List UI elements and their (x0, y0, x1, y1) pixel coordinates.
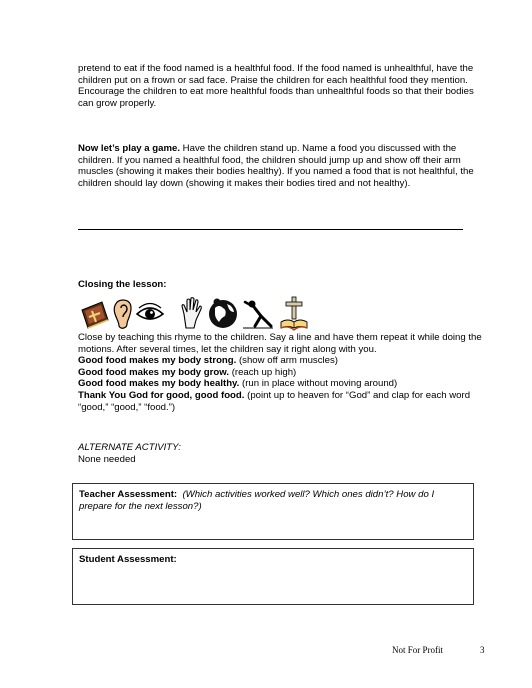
student-assessment-box[interactable] (72, 548, 474, 605)
footer-text: Not For Profit (392, 645, 444, 655)
eye-icon (135, 296, 165, 330)
student-assessment-label: Student Assessment: (79, 554, 177, 565)
teacher-assessment-prompt: (Which activities worked well? Which ones didn’t? How do I prepare for the next lesson?) (79, 489, 435, 512)
teacher-assessment-label: Teacher Assessment: (79, 489, 178, 500)
bible-icon (80, 296, 110, 330)
teacher-assessment-box[interactable] (72, 483, 474, 540)
globe-icon (207, 296, 239, 330)
hand-icon (179, 296, 205, 330)
teacher-assessment-text (79, 489, 467, 512)
activity-icons-row (78, 296, 318, 336)
ear-icon (111, 296, 133, 330)
rhyme-line-2: Good food makes my body grow. (reach up high) (78, 366, 297, 378)
cross-book-icon (279, 296, 309, 332)
game-paragraph (78, 143, 488, 189)
game-text: Have the children stand up. Name a food you discussed with the children. If you named a healthful food, the children should jump up and show off their arm muscles (showing it makes their bodies healthy). If you named a food that is not healthful, the children should lay down (showing it makes their bodies tired and not healthy). (78, 143, 474, 189)
closing-intro: Close by teaching this rhyme to the children. Say a line and have them repeat it while doing the motions. After several times, let the children say it right along with you. (78, 332, 482, 355)
rhyme-line-3: Good food makes my body healthy. (run in place without moving around) (78, 378, 398, 390)
rhyme-line-1: Good food makes my body strong. (show off arm muscles) (78, 355, 338, 367)
closing-heading: Closing the lesson: (78, 279, 167, 290)
intro-paragraph: pretend to eat if the food named is a healthful food. If the food named is unhealthful, have the children put on a frown or sad face. Praise the children for each healthful food they mention. Encourage the children to eat more healthful foods than unhealthful foods so that their bodies can grow properly. (78, 63, 474, 109)
game-lead: Now let’s play a game. (78, 143, 181, 154)
stretching-figure-icon (241, 296, 275, 330)
rhyme-line-4: Thank You God for good, good food. (point up to heaven for “God” and clap for each word “good,” “good,” “food.”) (78, 389, 471, 413)
alternate-activity-label: ALTERNATE ACTIVITY: (78, 442, 181, 453)
page-number: 3 (480, 645, 485, 655)
alternate-activity-value: None needed (78, 454, 136, 465)
section-divider (78, 229, 463, 230)
closing-section (78, 332, 488, 413)
